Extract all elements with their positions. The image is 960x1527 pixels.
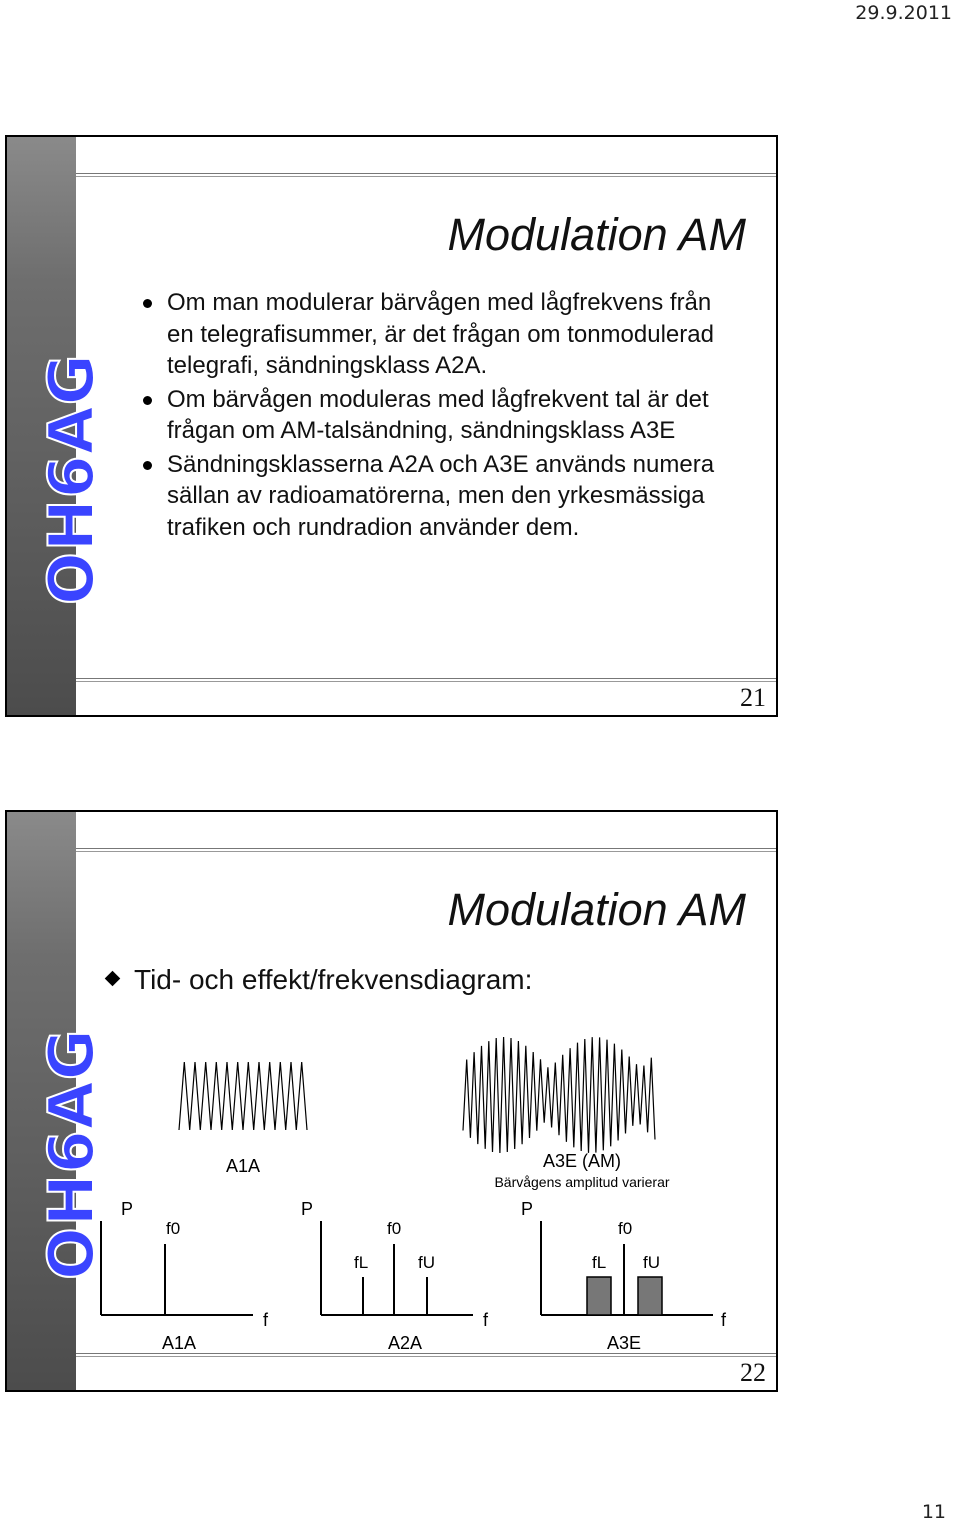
spectrum-name: A1A <box>161 1333 197 1353</box>
bullet-dot-icon <box>143 396 152 405</box>
oh6ag-logo: OH6AG <box>35 353 108 605</box>
a1a-waveform <box>179 1062 307 1130</box>
bottom-rule <box>76 1353 776 1354</box>
lower-sideband-band <box>587 1277 611 1315</box>
lower-sideband-label: fL <box>592 1253 607 1272</box>
bottom-rule-inner <box>76 1356 776 1357</box>
bottom-rule <box>76 678 776 679</box>
a3e-carrier-trace <box>463 1037 655 1153</box>
slide-title: Modulation AM <box>447 884 746 935</box>
spectrum-name: A2A <box>387 1333 423 1353</box>
page-number: 11 <box>921 1501 946 1523</box>
bullet-dot-icon <box>143 299 152 308</box>
slide-number: 22 <box>740 1358 766 1387</box>
a3e-wave-note: Bärvågens amplitud varierar <box>494 1174 670 1190</box>
top-rule <box>76 173 776 174</box>
a3e-wave-label: A3E (AM) <box>542 1151 622 1171</box>
slide-22 <box>5 810 778 1392</box>
a1a-carrier-trace <box>179 1062 307 1130</box>
bullet-text: Om bärvågen moduleras med lågfrekvent tal är det frågan om AM-talsändning, sändningsklass A3E <box>167 385 709 444</box>
bullet-item <box>142 287 742 382</box>
oh6ag-logo: OH6AG <box>35 1028 108 1280</box>
diagram-bullet-text: Tid- och effekt/frekvensdiagram: <box>134 964 533 995</box>
a3e-waveform <box>463 1037 655 1153</box>
upper-sideband-label: fU <box>643 1253 660 1272</box>
carrier-label: f0 <box>387 1219 402 1238</box>
carrier-label: f0 <box>618 1219 633 1238</box>
top-rule-inner <box>76 176 776 177</box>
bullet-item <box>142 449 742 544</box>
p-axis-label: P <box>301 1199 314 1219</box>
slide-number: 21 <box>740 683 766 712</box>
page-date: 29.9.2011 <box>855 2 952 24</box>
p-axis-label: P <box>521 1199 534 1219</box>
bullet-dot-icon <box>143 461 152 470</box>
upper-sideband-label: fU <box>418 1253 435 1272</box>
lower-sideband-label: fL <box>354 1253 369 1272</box>
bullet-list <box>142 287 742 545</box>
bullet-text: Om man modulerar bärvågen med lågfrekvens från en telegrafisummer, är det frågan om tonmodulerad telegrafi, sändningsklass A2A. <box>167 289 714 379</box>
f-axis-label: f <box>263 1310 269 1330</box>
slide-title: Modulation AM <box>447 209 746 260</box>
bullet-item <box>142 384 742 447</box>
bullet-text: Sändningsklasserna A2A och A3E används numera sällan av radioamatörerna, men den yrkesmässiga trafiken och rundradion använder dem. <box>167 450 715 541</box>
upper-sideband-band <box>638 1277 662 1315</box>
f-axis-label: f <box>483 1310 489 1330</box>
a1a-wave-label: A1A <box>225 1156 261 1176</box>
bottom-rule-inner <box>76 681 776 682</box>
modulation-diagram <box>7 812 776 1390</box>
p-axis-label: P <box>121 1199 134 1219</box>
carrier-label: f0 <box>166 1219 181 1238</box>
f-axis-label: f <box>721 1310 727 1330</box>
slide-sidebar <box>7 137 108 715</box>
spectrum-name: A3E <box>606 1333 642 1353</box>
slide-21 <box>5 135 778 717</box>
